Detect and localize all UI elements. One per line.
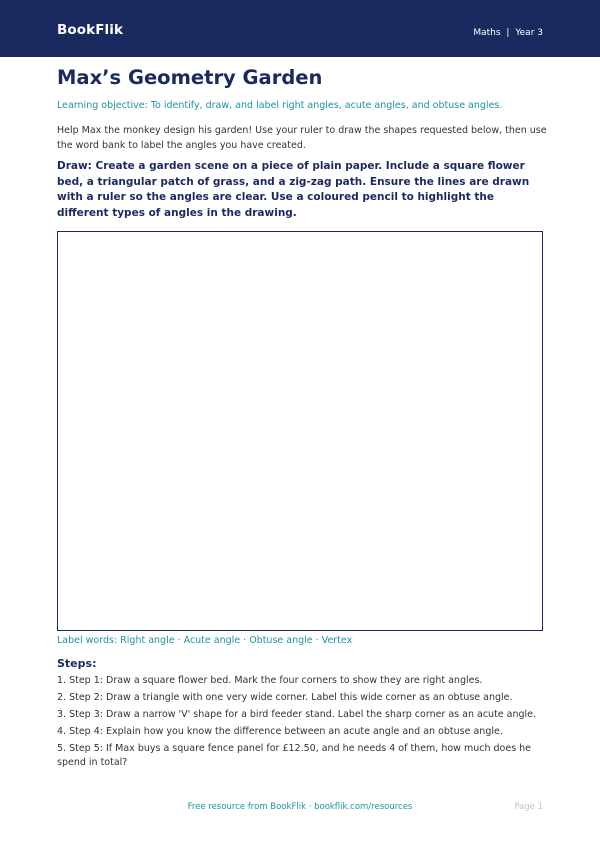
page-header bbox=[0, 0, 600, 57]
intro-text: Help Max the monkey design his garden! Use your ruler to draw the shapes requested below, then use the word bank to label the angles you have created. bbox=[57, 125, 547, 151]
learning-objective: Learning objective: To identify, draw, and label right angles, acute angles, and obtuse angles. bbox=[57, 100, 503, 111]
drawing-area bbox=[57, 231, 543, 631]
step-item: 4. Step 4: Explain how you know the difference between an acute angle and an obtuse angle. bbox=[57, 726, 503, 737]
subject-label: Maths bbox=[473, 28, 501, 38]
step-item: 2. Step 2: Draw a triangle with one very wide corner. Label this wide corner as an obtuse angle. bbox=[57, 692, 513, 703]
footer-source: Free resource from BookFlik · bookflik.com/resources bbox=[187, 802, 413, 812]
meta-separator: | bbox=[506, 28, 510, 38]
label-word-bank: Label words: Right angle · Acute angle · Obtuse angle · Vertex bbox=[57, 635, 353, 646]
step-item: 5. Step 5: If Max buys a square fence panel for £12.50, and he needs 4 of them, how much does he spend in total? bbox=[57, 743, 532, 768]
step-item: 1. Step 1: Draw a square flower bed. Mark the four corners to show they are right angles. bbox=[57, 675, 483, 686]
page-title: Max’s Geometry Garden bbox=[57, 66, 323, 89]
draw-instruction: Draw: Create a garden scene on a piece of plain paper. Include a square flower bed, a triangular patch of grass, and a zig-zag path. Ensure the lines are drawn with a ruler so the angles are clear. Use a coloured pencil to highlight the different types of angles in the drawing. bbox=[57, 160, 530, 219]
page-number: Page 1 bbox=[514, 802, 543, 812]
steps-heading: Steps: bbox=[57, 657, 97, 670]
year-label: Year 3 bbox=[515, 28, 543, 38]
subject-year-label bbox=[473, 28, 543, 38]
step-item: 3. Step 3: Draw a narrow 'V' shape for a bird feeder stand. Label the sharp corner as an acute angle. bbox=[57, 709, 537, 720]
steps-list bbox=[57, 674, 547, 773]
brand-logo-text: BookFlik bbox=[57, 22, 124, 38]
